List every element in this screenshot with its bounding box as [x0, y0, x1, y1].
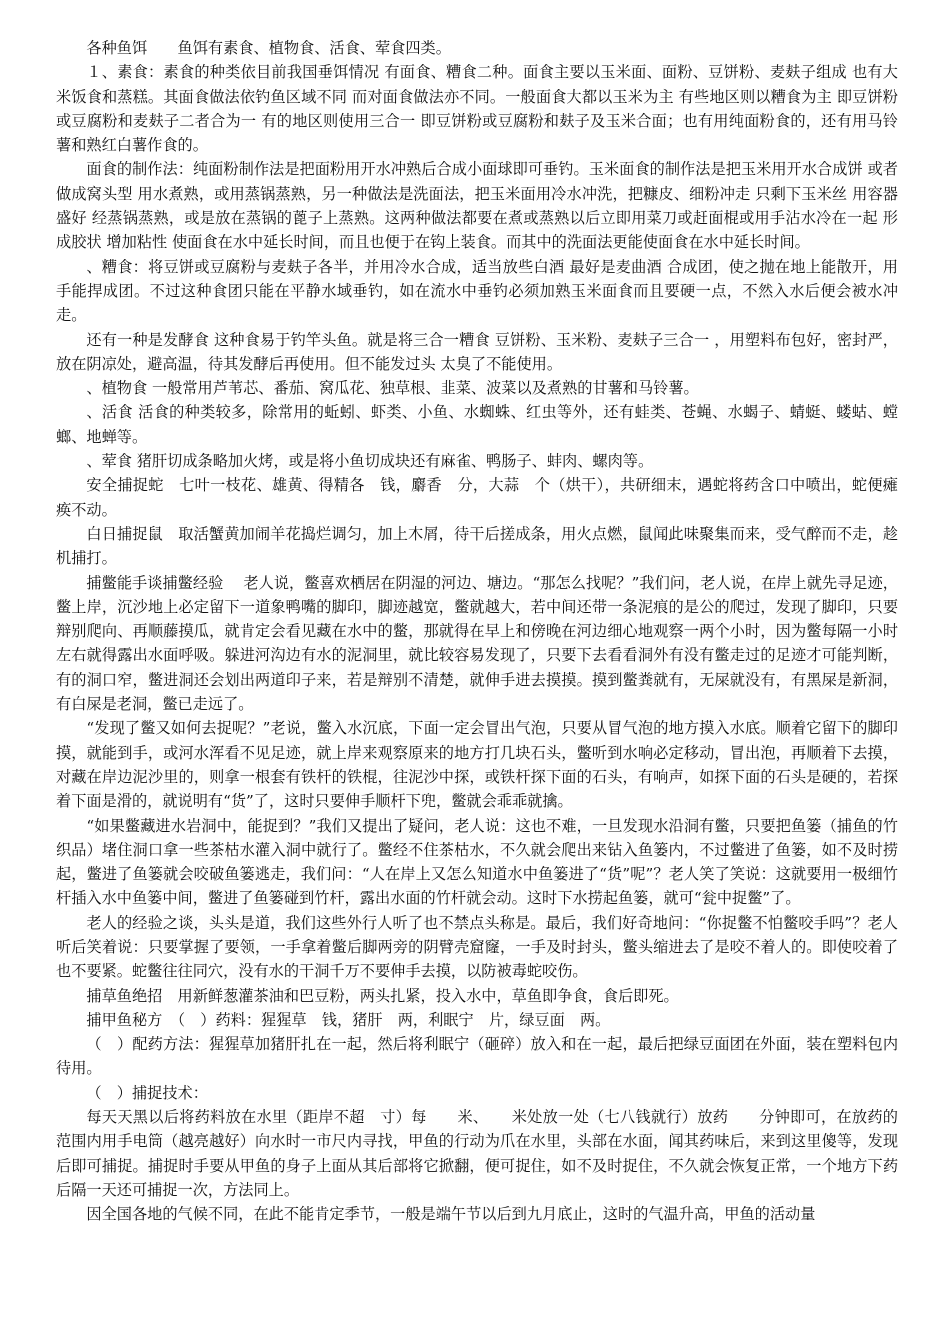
- document-body: [56, 36, 898, 1227]
- paragraph-recipe-method: （ ）配药方法：猩猩草加猪肝扎在一起，然后将利眠宁（砸碎）放入和在一起，最后把绿豆面团在外面，装在塑料包内待用。: [56, 1035, 898, 1078]
- paragraph-fish-bait-intro: 各种鱼饵 鱼饵有素食、植物食、活食、荤食四类。: [86, 39, 451, 57]
- paragraph-capture-technique: 每天天黑以后将药料放在水里（距岸不超 寸）每 米、 米处放一处（七八钱就行）放药 分钟即可，在放药的范围内用手电筒（越亮越好）向水时一市尺内寻找，甲鱼的行动为爪在水里，头部在水面，闻其药味后，来到这里傻等，发现后即可捕捉。捕捉时手要从甲鱼的身子上面从其后部将它掀翻，便可捉住，如不及时捉住，不久就会恢复正常，一个地方下药后隔一天还可捕捉一次，方法同上。: [56, 1108, 898, 1199]
- paragraph-plant-bait: 、植物食 一般常用芦苇芯、番茄、窝瓜花、独草根、韭菜、波菜以及煮熟的甘薯和马铃薯。: [86, 379, 699, 398]
- paragraph-live-bait: 、活食 活食的种类较多，除常用的蚯蚓、虾类、小鱼、水蜘蛛、红虫等外，还有蛙类、苍蝇、水蝎子、蜻蜓、蝼蛄、螳螂、地蝉等。: [56, 403, 898, 446]
- paragraph-capture-technique-heading: （ ）捕捉技术：: [86, 1083, 208, 1102]
- paragraph-rat-catching: 白日捕捉鼠 取活蟹黄加闹羊花捣烂调匀，加上木屑，待干后搓成条，用火点燃，鼠闻此味聚集而来，受气醉而不走，趁机捕打。: [56, 524, 898, 568]
- paragraph-mash-bait: 、糟食：将豆饼或豆腐粉与麦麸子各半，并用冷水合成，适当放些白酒 最好是麦曲酒 合成团，使之抛在地上能散开，用手能捍成团。不过这种食团只能在平静水域垂钓，如在流水中垂钓必须加熟玉米面食而且要硬一点，不然入水后便会被水冲走。: [56, 257, 898, 325]
- paragraph-turtle-expert: 捕鳖能手谈捕鳖经验 老人说，鳖喜欢栖居在阴湿的河边、塘边。“那怎么找呢？”我们问，老人说，在岸上就先寻足迹，鳖上岸，沉沙地上必定留下一道象鸭嘴的脚印，脚迹越宽，鳖就越大，若中间还带一条泥痕的是公的爬过，发现了脚印，只要辩别爬向、再顺藤摸瓜，就肯定会看见藏在水中的鳖，那就得在早上和傍晚在河边细心地观察一两个小时，因为鳖每隔一小时左右就得露出水面呼吸。躲进河沟边有水的泥洞里，就比较容易发现了，只要下去看看洞外有没有鳖走过的足迹才可能判断，有的洞口窄，鳖进洞还会划出两道印子来，若是辩别不清楚，就伸手进去摸摸。摸到鳖粪就有，无屎就没有，有黑屎是新洞，有白屎是老洞，鳖已走远了。: [56, 573, 898, 714]
- paragraph-season: 因全国各地的气候不同，在此不能肯定季节，一般是端午节以后到九月底止，这时的气温升高，甲鱼的活动量: [86, 1205, 816, 1224]
- paragraph-softshell-recipe: 捕甲鱼秘方 （ ）药料：猩猩草 钱，猪肝 两，利眠宁 片，绿豆面 两。: [86, 1010, 611, 1029]
- paragraph-meat-bait: 、荤食 猪肝切成条略加火烤，或是将小鱼切成块还有麻雀、鸭肠子、蚌肉、螺肉等。: [86, 452, 654, 471]
- paragraph-turtle-capture: “发现了鳖又如何去捉呢？”老说，鳖入水沉底，下面一定会冒出气泡，只要从冒气泡的地方摸入水底。顺着它留下的脚印摸，就能到手，或河水浑看不见足迹，就上岸来观察原来的地方打几块石头，鳖听到水响必定移动，冒出泡，再顺着下去摸，对藏在岸边泥沙里的，则拿一根套有铁杆的铁棍，往泥沙中探，或铁杆探下面的石头，有响声，如探下面的石头是硬的，若探着下面是滑的，就说明有“货”了，这时只要伸手顺杆下兜，鳖就会乖乖就擒。: [56, 719, 898, 811]
- paragraph-fermented-bait: 还有一种是发酵食 这种食易于钓竿头鱼。就是将三合一糟食 豆饼粉、玉米粉、麦麸子三合一 ，用塑料布包好，密封严，放在阴凉处，避高温，待其发酵后再使用。但不能发过头 太臭了不能使用。: [56, 330, 898, 373]
- paragraph-plain-bait: １、素食：素食的种类依目前我国垂饵情况 有面食、糟食二种。面食主要以玉米面、面粉、豆饼粉、麦麸子组成 也有大米饭食和蒸糕。其面食做法依钓鱼区域不同 而对面食做法亦不同。一般面食大都以玉米为主 有些地区则以糟食为主 即豆饼粉或豆腐粉和麦麸子二者合为一 有的地区则使用三合一 即豆饼粉或豆腐粉和麸子及玉米合面；也有用纯面粉食的，还有用马铃薯和熟红白薯作食的。: [56, 63, 898, 155]
- paragraph-dough-method: 面食的制作法：纯面粉制作法是把面粉用开水冲熟后合成小面球即可垂钓。玉米面食的制作法是把玉米用开水合成饼 或者做成窝头型 用水煮熟，或用蒸锅蒸熟，另一种做法是洗面法，把玉米面用冷水冲洗，把糠皮、细粉冲走 只剩下玉米丝 用容器盛好 经蒸锅蒸熟，或是放在蒸锅的蓖子上蒸熟。这两种做法都要在煮或蒸熟以后立即用菜刀或赶面棍或用手沾水冷在一起 形成胶状 增加粘性 使面食在水中延长时间，而且也便于在钩上装食。而其中的洗面法更能使面食在水中延长时间。: [56, 160, 898, 252]
- paragraph-snake-catching: 安全捕捉蛇 七叶一枝花、雄黄、得精各 钱，麝香 分，大蒜 个（烘干），共研细末，遇蛇将药含口中喷出，蛇便瘫痪不动。: [56, 476, 898, 519]
- paragraph-turtle-cave: “如果鳖藏进水岩洞中，能捉到？”我们又提出了疑问，老人说：这也不难，一旦发现水沿洞有鳖，只要把鱼篓（捕鱼的竹织品）堵住洞口拿一些茶枯水灌入洞中就行了。鳖经不住茶枯水，不久就会爬出来钻入鱼篓内，不过鳖进了鱼篓，如不及时捞起，鳖进了鱼篓就会咬破鱼篓逃走，我们问：“人在岸上又怎么知道水中鱼篓进了“货”呢”？老人笑了笑说：这就要用一极细竹杆插入水中鱼篓中间，鳖进了鱼篓碰到竹杆，露出水面的竹杆就会动。这时下水捞起鱼篓，就可“瓮中捉鳖”了。: [56, 816, 898, 908]
- paragraph-turtle-advice: 老人的经验之谈，头头是道，我们这些外行人听了也不禁点头称是。最后，我们好奇地问：“你捉鳖不怕鳖咬手吗”？老人听后笑着说：只要掌握了要领，一手拿着鳖后脚两旁的阴臂壳窟窿，一手及时封头，鳖头缩进去了是咬不着人的。即使咬着了也不要紧。蛇鳖往往同穴，没有水的干洞千万不要伸手去摸，以防被毒蛇咬伤。: [56, 913, 898, 981]
- paragraph-grass-carp: 捕草鱼绝招 用新鲜葱灌茶油和巴豆粉，两头扎紧，投入水中，草鱼即争食，食后即死。: [86, 986, 679, 1005]
